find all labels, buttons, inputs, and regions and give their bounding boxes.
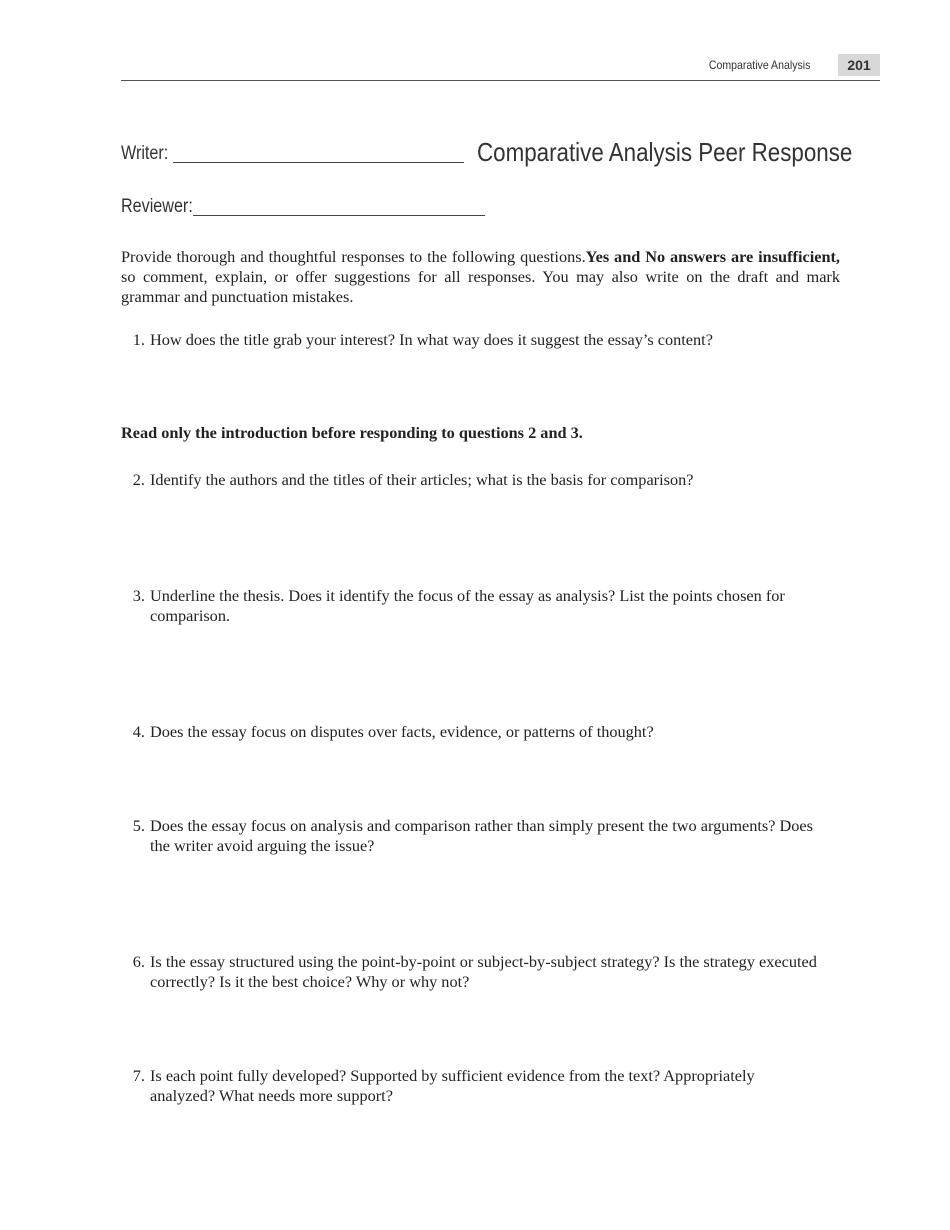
question-item <box>121 586 821 626</box>
reviewer-label: Reviewer: <box>121 196 193 217</box>
question-number: 2. <box>132 470 145 489</box>
question-item <box>121 330 821 350</box>
question-item <box>121 470 821 490</box>
reviewer-field[interactable] <box>193 215 485 216</box>
question-text: Does the essay focus on disputes over facts, evidence, or patterns of thought? <box>150 722 654 741</box>
intro-text-start: Provide thorough and thoughtful responses to the following questions. <box>121 247 586 266</box>
question-item <box>121 952 821 992</box>
question-item <box>121 1066 821 1106</box>
question-item <box>121 816 821 856</box>
page-number: 201 <box>838 54 880 76</box>
question-number: 6. <box>132 952 145 971</box>
question-text: Underline the thesis. Does it identify the focus of the essay as analysis? List the points chosen for comparison. <box>150 586 785 625</box>
question-number: 7. <box>132 1066 145 1085</box>
question-number: 4. <box>132 722 145 741</box>
writer-field[interactable] <box>173 162 464 163</box>
question-number: 5. <box>132 816 145 835</box>
question-text: Does the essay focus on analysis and comparison rather than simply present the two arguments? Does the writer avoid arguing the issue? <box>150 816 813 855</box>
question-text: Identify the authors and the titles of their articles; what is the basis for comparison? <box>150 470 694 489</box>
question-number: 1. <box>132 330 145 349</box>
question-item <box>121 722 821 742</box>
question-text: Is the essay structured using the point-by-point or subject-by-subject strategy? Is the strategy executed correctly? Is it the best choice? Why or why not? <box>150 952 817 991</box>
running-head <box>121 54 880 81</box>
question-text: Is each point fully developed? Supported by sufficient evidence from the text? Appropriately analyzed? What needs more support? <box>150 1066 755 1105</box>
running-title: Comparative Analysis <box>708 58 810 72</box>
question-text: How does the title grab your interest? In what way does it suggest the essay’s content? <box>150 330 713 349</box>
intro-text-end: so comment, explain, or offer suggestions for all responses. You may also write on the draft and mark grammar and punctuation mistakes. <box>121 267 840 306</box>
page-title: Comparative Analysis Peer Response <box>477 137 853 167</box>
intro-emphasis: Yes and No answers are insufficient, <box>585 247 841 266</box>
intro-paragraph <box>121 247 840 307</box>
writer-label: Writer: <box>121 143 169 164</box>
reading-instruction: Read only the introduction before responding to questions 2 and 3. <box>121 423 583 442</box>
question-number: 3. <box>132 586 145 605</box>
